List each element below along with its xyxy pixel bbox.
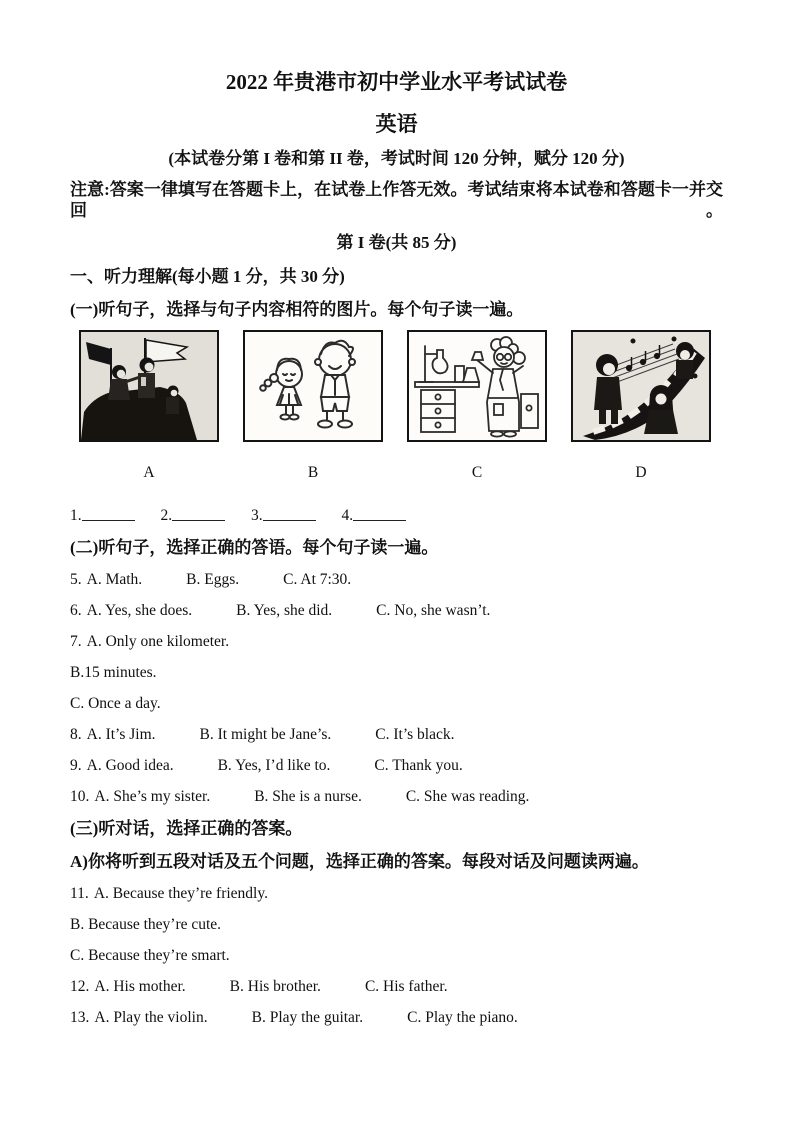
girl-and-boy-illustration — [245, 332, 381, 440]
blank-underline — [82, 506, 135, 521]
picture-label-a: A — [143, 464, 155, 481]
part3-sub-heading: A)你将听到五段对话及五个问题，选择正确的答案。每段对话及问题读两遍。 — [70, 852, 649, 871]
question-number: 13. — [70, 1009, 90, 1026]
picture-row — [79, 330, 723, 442]
answer-blanks-row — [70, 505, 723, 525]
question-12 — [70, 978, 723, 996]
blank-underline — [353, 506, 406, 521]
question-5 — [70, 571, 723, 589]
question-7-option-b — [70, 664, 723, 682]
chemistry-experiment-illustration — [409, 332, 545, 440]
part2-heading: (二)听句子，选择正确的答语。每个句子读一遍。 — [70, 538, 439, 557]
blank-number: 2. — [160, 507, 173, 524]
question-number: 12. — [70, 978, 90, 995]
option-c: C. His father. — [364, 978, 448, 995]
music-piano-illustration — [573, 332, 709, 440]
question-number: 6. — [70, 602, 82, 619]
picture-option-d — [571, 330, 711, 442]
picture-label-b: B — [307, 464, 319, 481]
part3-heading: (三)听对话，选择正确的答案。 — [70, 819, 303, 838]
question-number: 9. — [70, 757, 82, 774]
question-9 — [70, 757, 723, 775]
subject-title: 英语 — [375, 112, 418, 136]
option-a: A. She’s my sister. — [94, 788, 211, 805]
option-b: B. Eggs. — [186, 571, 240, 588]
blank-number: 1. — [70, 507, 82, 524]
option-a: A. His mother. — [94, 978, 186, 995]
option-c: C. Play the piano. — [407, 1009, 518, 1026]
question-10 — [70, 788, 723, 806]
option-b: B. It might be Jane’s. — [199, 726, 332, 743]
picture-label-c: C — [471, 464, 483, 481]
section-listening-title: 一、听力理解(每小题 1 分，共 30 分) — [70, 267, 345, 286]
page-title: 2022 年贵港市初中学业水平考试试卷 — [225, 70, 568, 94]
option-a: A. Math. — [86, 571, 143, 588]
option-c: C. Because they’re smart. — [70, 947, 230, 964]
answer-blank-2 — [161, 505, 226, 525]
exam-info: (本试卷分第 I 卷和第 II 卷，考试时间 120 分钟，赋分 120 分) — [168, 149, 625, 168]
option-a: A. Play the violin. — [94, 1009, 208, 1026]
picture-option-c — [407, 330, 547, 442]
answer-blank-4 — [342, 505, 407, 525]
blank-number: 4. — [341, 507, 354, 524]
question-7 — [70, 633, 723, 651]
option-b: B. Yes, I’d like to. — [217, 757, 331, 774]
option-b: B.15 minutes. — [70, 664, 157, 681]
option-c: C. Thank you. — [374, 757, 463, 774]
option-b: B. She is a nurse. — [254, 788, 362, 805]
option-a: A. Only one kilometer. — [86, 633, 230, 650]
option-c: C. It’s black. — [375, 726, 455, 743]
option-b: B. Yes, she did. — [236, 602, 333, 619]
picture-option-b — [243, 330, 383, 442]
question-13 — [70, 1009, 723, 1027]
option-a: A. Good idea. — [86, 757, 174, 774]
part1-heading: (一)听句子，选择与句子内容相符的图片。每个句子读一遍。 — [70, 300, 524, 319]
answer-blank-3 — [251, 505, 316, 525]
question-11-option-b — [70, 916, 723, 934]
question-8 — [70, 726, 723, 744]
option-a: A. Because they’re friendly. — [93, 885, 268, 902]
option-b: B. His brother. — [229, 978, 321, 995]
blank-number: 3. — [251, 507, 263, 524]
question-11 — [70, 885, 723, 903]
option-c: C. No, she wasn’t. — [376, 602, 491, 619]
question-number: 11. — [70, 885, 89, 902]
option-c: C. She was reading. — [405, 788, 530, 805]
picture-option-a — [79, 330, 219, 442]
question-number: 10. — [70, 788, 90, 805]
option-a: A. Yes, she does. — [86, 602, 193, 619]
question-6 — [70, 602, 723, 620]
question-7-option-c — [70, 695, 723, 713]
picture-label-row — [79, 464, 723, 481]
notice-text: 注意:答案一律填写在答题卡上，在试卷上作答无效。考试结束将本试卷和答题卡一并交回。 — [70, 180, 723, 220]
answer-blank-1 — [70, 505, 135, 525]
question-number: 5. — [70, 571, 82, 588]
question-number: 8. — [70, 726, 82, 743]
option-a: A. It’s Jim. — [86, 726, 156, 743]
blank-underline — [172, 506, 225, 521]
mountain-flags-illustration — [81, 332, 217, 440]
question-number: 7. — [70, 633, 82, 650]
volume-title: 第 I 卷(共 85 分) — [336, 233, 457, 252]
question-11-option-c — [70, 947, 723, 965]
blank-underline — [263, 506, 316, 521]
picture-label-d: D — [635, 464, 647, 481]
option-b: B. Because they’re cute. — [70, 916, 222, 933]
option-b: B. Play the guitar. — [251, 1009, 364, 1026]
option-c: C. Once a day. — [70, 695, 161, 712]
option-c: C. At 7:30. — [283, 571, 352, 588]
